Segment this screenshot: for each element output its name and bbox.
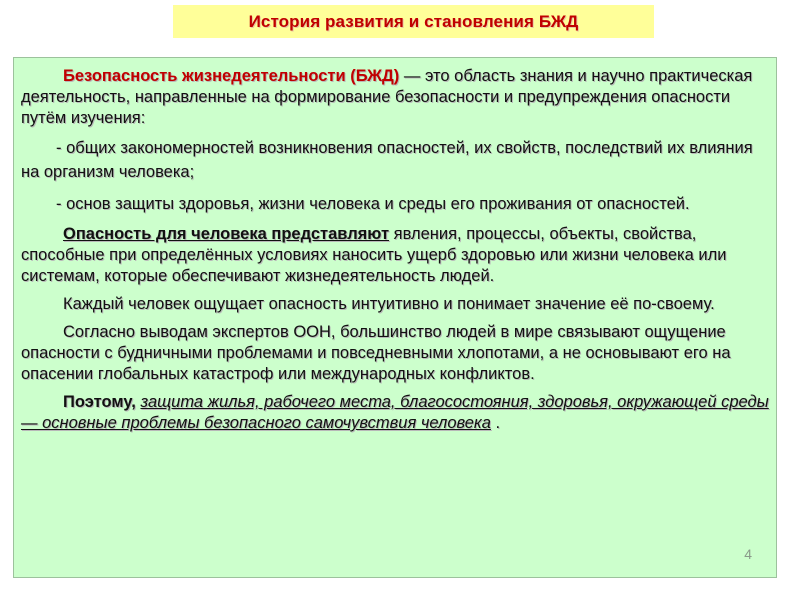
content-text <box>21 66 769 441</box>
paragraph-definition <box>21 66 769 129</box>
paragraph-intuition: Каждый человек ощущает опасность интуитивно и понимает значение её по-своему. <box>63 295 715 313</box>
conclusion-lead: Поэтому, <box>63 393 136 411</box>
conclusion-italic: защита жилья, рабочего места, благосостояния, здоровья, окружающей среды — основные проблемы безопасного самочувствия человека <box>21 393 769 432</box>
list-item-patterns: - общих закономерностей возникновения опасностей, их свойств, последствий их влияния на организм человека; <box>21 139 753 181</box>
paragraph-un-experts: Согласно выводам экспертов ООН, большинство людей в мире связывают ощущение опасности с будничными проблемами и повседневными хлопотами, а не основывают его на опасении глобальных катастроф или международных конфликтов. <box>21 323 731 383</box>
paragraph-conclusion <box>21 392 769 434</box>
list-item-protection: - основ защиты здоровья, жизни человека и среды его проживания от опасностей. <box>56 195 690 213</box>
term-bzhd: Безопасность жизнедеятельности (БЖД) <box>63 67 400 85</box>
title-banner <box>173 5 654 38</box>
definition-text: — это область знания и научно практическая деятельность, направленные на формирование безопасности и предупреждения опасности путём изучения: <box>21 67 753 127</box>
danger-lead: Опасность для человека представляют <box>63 225 390 243</box>
slide-number: 4 <box>744 546 752 562</box>
paragraph-danger <box>21 224 769 287</box>
conclusion-end: . <box>490 414 501 432</box>
page-title: История развития и становления БЖД <box>248 11 579 31</box>
danger-text: явления, процессы, объекты, свойства, способные при определённых условиях наносить ущерб здоровью или жизни человека или системам, которые обеспечивают жизнедеятельность людей. <box>21 225 727 285</box>
content-panel <box>13 57 777 578</box>
